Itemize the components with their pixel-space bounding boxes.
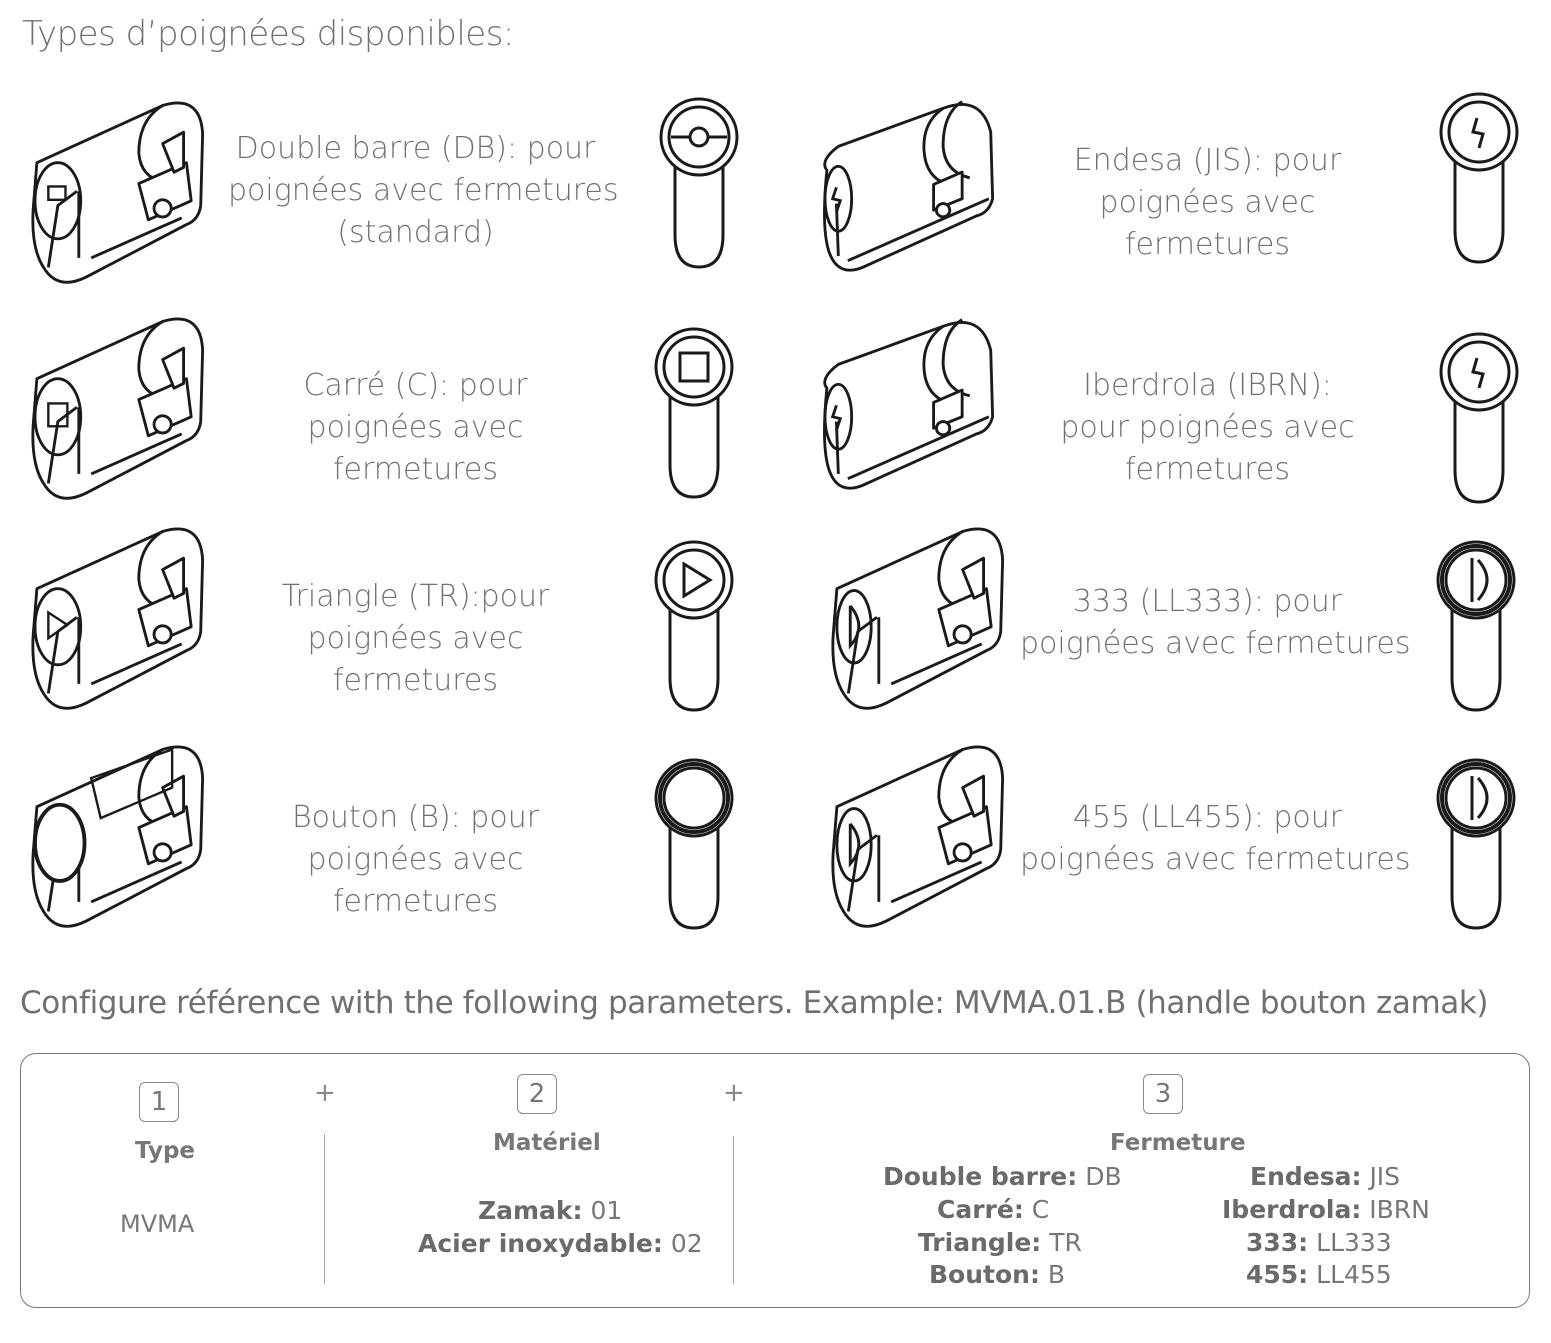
step-number-2: 2 [517, 1074, 557, 1114]
page-title: Types d’poignées disponibles: [22, 14, 514, 54]
triangle-cylinder-icon [15, 522, 215, 722]
reference-config-box [20, 1053, 1530, 1308]
closure-option-ll455: 455: LL455 [1246, 1260, 1392, 1289]
endesa-front-icon [1437, 90, 1521, 268]
material-option-stainless: Acier inoxydable: 02 [418, 1229, 703, 1258]
button-front-icon [652, 756, 736, 934]
plus-sign-1: + [314, 1078, 336, 1108]
handle-description-tr: Triangle (TR):pour poignées avec fermetures [281, 579, 550, 698]
ll455-cylinder-icon [815, 740, 1015, 940]
type-value: MVMA [120, 1210, 195, 1238]
handle-description-c: Carré (C): pour poignées avec fermetures [303, 368, 528, 487]
handle-description-ibrn: Iberdrola (IBRN): pour poignées avec fermetures [1060, 368, 1355, 487]
closure-option-c: Carré: C [937, 1195, 1050, 1224]
closure-option-ibrn: Iberdrola: IBRN [1222, 1195, 1430, 1224]
iberdrola-front-icon [1437, 330, 1521, 508]
double-bar-cylinder-icon [15, 96, 215, 296]
handle-description-ll455: 455 (LL455): pour poignées avec fermetures [1020, 800, 1411, 877]
button-cylinder-icon [15, 740, 215, 940]
ll455-front-icon [1434, 756, 1518, 934]
handle-description-db: Double barre (DB): pour poignées avec fermetures (standard) [228, 131, 619, 250]
ll333-cylinder-icon [815, 522, 1015, 722]
type-heading: Type [135, 1138, 196, 1164]
plus-sign-2: + [723, 1078, 745, 1108]
double-bar-front-icon [657, 95, 741, 273]
step-number-3: 3 [1143, 1074, 1183, 1114]
handle-description-b: Bouton (B): pour poignées avec fermetures [291, 800, 540, 919]
closure-option-ll333: 333: LL333 [1246, 1228, 1392, 1257]
handle-description-jis: Endesa (JIS): pour poignées avec fermetures [1073, 143, 1342, 262]
column-divider-1 [324, 1134, 325, 1284]
closure-option-b: Bouton: B [929, 1260, 1066, 1289]
closure-option-tr: Triangle: TR [918, 1228, 1082, 1257]
closure-option-db: Double barre: DB [883, 1162, 1122, 1191]
config-title: Configure référence with the following parameters. Example: MVMA.01.B (handle bouton zamak) [20, 985, 1489, 1021]
closure-option-jis: Endesa: JIS [1250, 1162, 1401, 1191]
step-number-1: 1 [139, 1082, 179, 1122]
closure-heading: Fermeture [1110, 1130, 1246, 1156]
material-heading: Matériel [493, 1130, 601, 1156]
square-front-icon [652, 325, 736, 503]
column-divider-2 [733, 1136, 734, 1284]
endesa-cylinder-icon [805, 94, 1005, 294]
iberdrola-cylinder-icon [805, 312, 1005, 512]
triangle-front-icon [652, 538, 736, 716]
material-option-zamak: Zamak: 01 [478, 1196, 623, 1225]
square-cylinder-icon [15, 312, 215, 512]
handle-description-ll333: 333 (LL333): pour poignées avec fermetures [1020, 584, 1411, 661]
ll333-front-icon [1434, 538, 1518, 716]
